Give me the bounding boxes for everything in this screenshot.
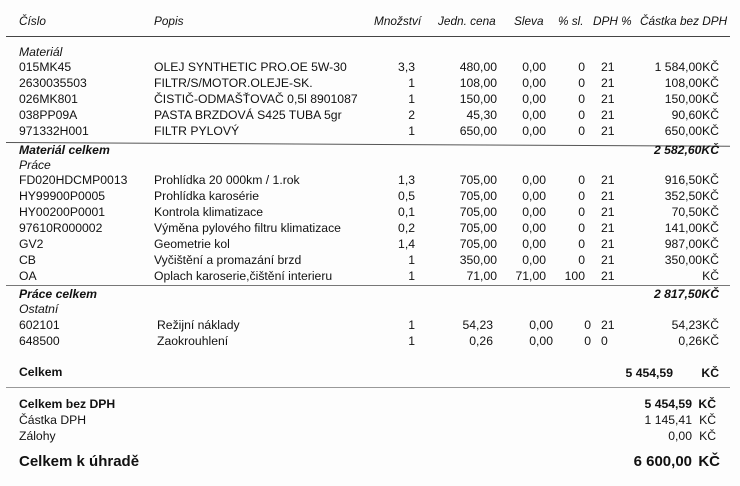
item-vat: 21: [601, 76, 615, 90]
item-quantity: 1: [408, 76, 415, 90]
table-row: [0, 334, 740, 349]
item-code: 015MK45: [19, 60, 72, 74]
item-discount: 71,00: [515, 269, 546, 283]
summary-vat-label: Částka DPH: [19, 413, 87, 427]
item-quantity: 2: [408, 108, 415, 122]
summary-deposit-label: Zálohy: [19, 429, 56, 443]
item-description: Výměna pylového filtru klimatizace: [154, 221, 341, 235]
item-discount: 0,00: [522, 108, 546, 122]
item-code: 2630035503: [19, 76, 87, 90]
header-rule: [6, 36, 730, 37]
labor-total-value: 2 817,50KČ: [653, 287, 719, 301]
summary-base-label: Celkem bez DPH: [19, 397, 116, 411]
table-row: [0, 189, 740, 204]
item-discount-pct: 0: [578, 60, 585, 74]
item-description: Kontrola klimatizace: [154, 205, 264, 219]
item-vat: 21: [601, 318, 615, 332]
summary-due-currency: KČ: [698, 453, 720, 470]
table-row: [0, 253, 740, 268]
item-vat: 21: [601, 269, 615, 283]
item-discount: 0,00: [522, 92, 546, 106]
group-label-labor: Práce: [19, 158, 51, 172]
item-code: CB: [19, 253, 36, 267]
item-unit-price: 705,00: [459, 173, 497, 187]
item-amount: 650,00KČ: [664, 124, 719, 138]
item-discount: 0,00: [522, 60, 546, 74]
item-vat: 21: [601, 253, 615, 267]
item-description: Geometrie kol: [154, 237, 230, 251]
table-row: [0, 60, 740, 75]
item-code: 97610R000002: [19, 221, 103, 235]
item-quantity: 3,3: [398, 60, 415, 74]
item-discount: 0,00: [529, 318, 553, 332]
item-unit-price: 350,00: [459, 253, 497, 267]
item-amount: 90,60KČ: [671, 108, 719, 122]
item-discount: 0,00: [522, 76, 546, 90]
item-discount-pct: 0: [578, 173, 585, 187]
summary-due-label: Celkem k úhradě: [19, 453, 140, 470]
item-amount: 150,00KČ: [664, 92, 719, 106]
item-discount-pct: 100: [564, 269, 585, 283]
item-quantity: 1,4: [398, 237, 415, 251]
item-amount: 70,50KČ: [671, 205, 719, 219]
item-discount: 0,00: [522, 189, 546, 203]
table-row: [0, 269, 740, 284]
item-code: 038PP09A: [19, 108, 78, 122]
item-discount-pct: 0: [578, 237, 585, 251]
item-discount: 0,00: [522, 237, 546, 251]
item-unit-price: 705,00: [459, 205, 497, 219]
summary-vat-currency: KČ: [699, 413, 716, 427]
col-price: Jedn. cena: [438, 14, 496, 28]
item-description: Vyčištění a promazání brzd: [154, 253, 302, 267]
item-unit-price: 480,00: [459, 60, 497, 74]
item-quantity: 0,2: [398, 221, 415, 235]
item-vat: 21: [601, 237, 615, 251]
grand-total-label: Celkem: [19, 365, 63, 379]
material-rule: [6, 142, 730, 147]
col-discount-pct: % sl.: [558, 14, 584, 28]
item-discount: 0,00: [529, 334, 553, 348]
item-vat: 21: [601, 92, 615, 106]
item-quantity: 1: [408, 124, 415, 138]
summary-due-value: 6 600,00: [633, 453, 692, 470]
item-amount: 54,23KČ: [671, 318, 719, 332]
item-vat: 21: [601, 173, 615, 187]
item-discount-pct: 0: [584, 318, 591, 332]
group-label-other: Ostatní: [19, 302, 59, 316]
total-rule: [6, 387, 730, 388]
item-amount: 352,50KČ: [664, 189, 719, 203]
item-code: 648500: [19, 334, 60, 348]
group-label-material: Materiál: [19, 45, 63, 59]
item-unit-price: 705,00: [459, 189, 497, 203]
col-code: Číslo: [19, 14, 46, 28]
table-row: [0, 221, 740, 236]
item-vat: 21: [601, 221, 615, 235]
item-code: FD020HDCMP0013: [19, 173, 128, 187]
item-quantity: 0,5: [398, 189, 415, 203]
item-vat: 21: [601, 189, 615, 203]
item-quantity: 1,3: [398, 173, 415, 187]
item-description: FILTR/S/MOTOR.OLEJE-SK.: [154, 76, 313, 90]
item-amount: 350,00KČ: [664, 253, 719, 267]
item-description: Zaokrouhlení: [157, 334, 229, 348]
item-description: ČISTIČ-ODMAŠŤOVAČ 0,5l 8901087: [154, 92, 358, 106]
material-total-label: Materiál celkem: [19, 143, 110, 157]
item-discount: 0,00: [522, 221, 546, 235]
item-quantity: 1: [408, 318, 415, 332]
item-amount: 916,50KČ: [664, 173, 719, 187]
col-vat: DPH %: [593, 14, 632, 28]
item-discount-pct: 0: [578, 92, 585, 106]
item-description: Oplach karoserie,čištění interieru: [154, 269, 333, 283]
item-amount: 108,00KČ: [664, 76, 719, 90]
summary-base-value: 5 454,59: [644, 397, 692, 411]
item-unit-price: 0,26: [469, 334, 493, 348]
item-amount: 1 584,00KČ: [654, 60, 719, 74]
item-description: Prohlídka 20 000km / 1.rok: [154, 173, 300, 187]
labor-total-label: Práce celkem: [19, 287, 97, 301]
item-code: HY99900P0005: [19, 189, 106, 203]
item-unit-price: 54,23: [462, 318, 493, 332]
item-vat: 21: [601, 124, 615, 138]
item-vat: 21: [601, 108, 615, 122]
item-vat: 21: [601, 205, 615, 219]
item-quantity: 1: [408, 92, 415, 106]
item-discount-pct: 0: [578, 124, 585, 138]
item-vat: 0: [601, 334, 608, 348]
table-row: [0, 205, 740, 220]
item-unit-price: 650,00: [459, 124, 497, 138]
table-row: [0, 173, 740, 188]
col-amount: Částka bez DPH: [640, 14, 728, 28]
item-quantity: 0,1: [398, 205, 415, 219]
item-quantity: 1: [408, 253, 415, 267]
item-code: HY00200P0001: [19, 205, 106, 219]
grand-total-currency: KČ: [701, 366, 719, 380]
item-discount-pct: 0: [578, 108, 585, 122]
table-row: [0, 92, 740, 107]
item-discount: 0,00: [522, 205, 546, 219]
item-quantity: 1: [408, 269, 415, 283]
item-unit-price: 71,00: [466, 269, 497, 283]
item-discount: 0,00: [522, 124, 546, 138]
item-unit-price: 705,00: [459, 221, 497, 235]
summary-vat-value: 1 145,41: [644, 413, 692, 427]
item-discount-pct: 0: [578, 76, 585, 90]
col-discount: Sleva: [514, 14, 544, 28]
summary-base-currency: KČ: [698, 397, 716, 411]
item-description: Prohlídka karosérie: [154, 189, 259, 203]
item-code: OA: [19, 269, 37, 283]
item-code: 971332H001: [19, 124, 89, 138]
item-code: 026MK801: [19, 92, 78, 106]
item-description: Režijní náklady: [157, 318, 240, 332]
item-quantity: 1: [408, 334, 415, 348]
col-qty: Množství: [374, 14, 422, 28]
item-vat: 21: [601, 60, 615, 74]
item-discount-pct: 0: [578, 253, 585, 267]
item-description: FILTR PYLOVÝ: [154, 124, 240, 138]
item-unit-price: 150,00: [459, 92, 497, 106]
item-amount: KČ: [702, 269, 719, 283]
labor-rule: [6, 285, 730, 286]
item-discount-pct: 0: [578, 205, 585, 219]
summary-deposit-value: 0,00: [668, 429, 692, 443]
item-discount-pct: 0: [578, 221, 585, 235]
item-unit-price: 705,00: [459, 237, 497, 251]
item-code: GV2: [19, 237, 44, 251]
item-discount-pct: 0: [584, 334, 591, 348]
summary-deposit-currency: KČ: [699, 429, 716, 443]
material-total-value: 2 582,60KČ: [653, 143, 719, 157]
col-desc: Popis: [154, 14, 184, 28]
item-discount: 0,00: [522, 253, 546, 267]
item-amount: 987,00KČ: [664, 237, 719, 251]
item-discount: 0,00: [522, 173, 546, 187]
item-description: OLEJ SYNTHETIC PRO.OE 5W-30: [154, 60, 347, 74]
item-amount: 0,26KČ: [678, 334, 719, 348]
table-row: [0, 108, 740, 123]
table-row: [0, 237, 740, 252]
grand-total-value: 5 454,59: [625, 366, 673, 380]
item-amount: 141,00KČ: [664, 221, 719, 235]
item-description: PASTA BRZDOVÁ S425 TUBA 5gr: [154, 108, 342, 122]
table-row: [0, 124, 740, 139]
table-row: [0, 76, 740, 91]
item-unit-price: 45,30: [466, 108, 497, 122]
item-code: 602101: [19, 318, 60, 332]
table-row: [0, 318, 740, 333]
item-unit-price: 108,00: [459, 76, 497, 90]
item-discount-pct: 0: [578, 189, 585, 203]
